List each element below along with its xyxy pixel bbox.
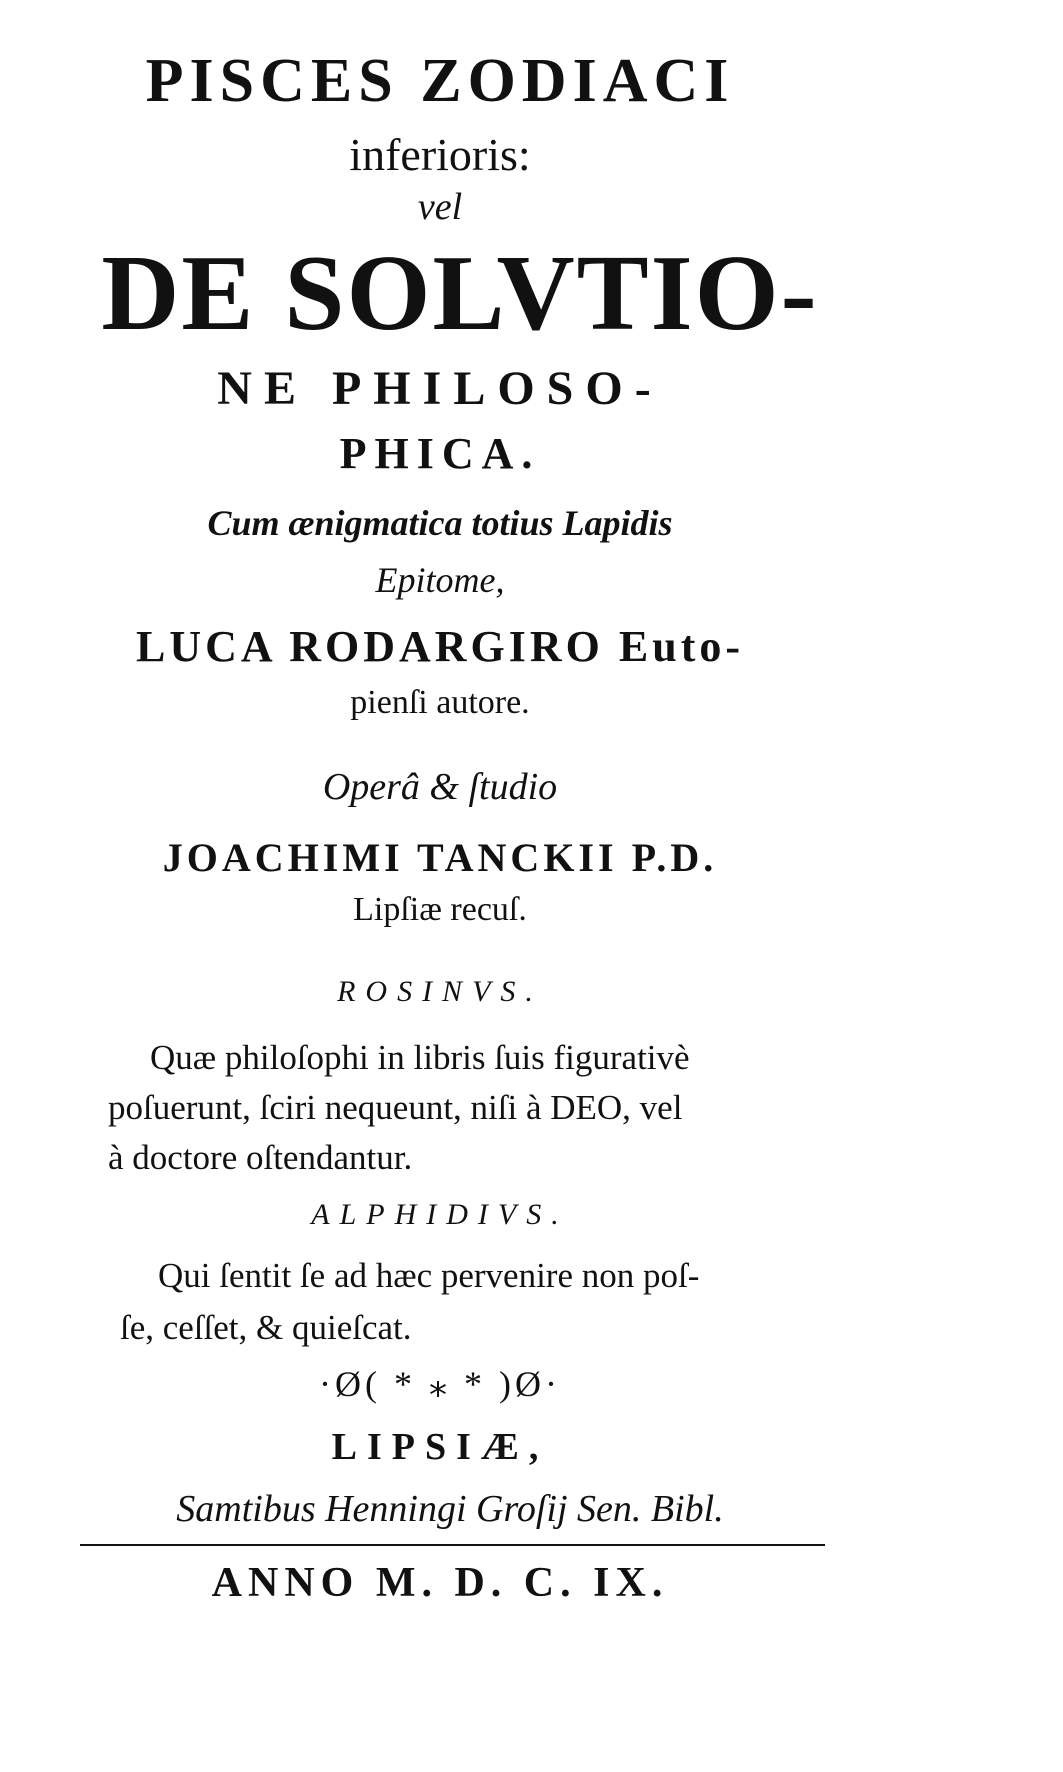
editor-name: JOACHIMI TANCKII P.D. (162, 835, 718, 880)
author-line-2: pienſi autore. (350, 684, 530, 721)
divider-rule (80, 1544, 825, 1546)
title-line-3: vel (417, 186, 463, 228)
title-line-1: PISCES ZODIACI (145, 47, 735, 115)
quote-2-line-1: Qui ſentit ſe ad hæc pervenire non poſ- (158, 1256, 700, 1295)
ornament-icon: ·Ø( * ⁎ * )Ø· (319, 1364, 561, 1404)
subtitle-line-2: Epitome, (375, 560, 505, 600)
title-line-2: inferioris: (349, 129, 531, 180)
quote-1-line-1: Quæ philoſophi in libris ſuis figurativè (150, 1038, 690, 1077)
title-line-5: NE PHILOSO- (217, 362, 663, 415)
reprint-note: Lipſiæ recuſ. (353, 891, 527, 928)
imprint-year: ANNO M. D. C. IX. (211, 1560, 669, 1606)
title-line-6: PHICA. (339, 429, 541, 478)
imprint-city: LIPSIÆ, (331, 1426, 549, 1468)
opera-et-studio: Operâ & ſtudio (322, 766, 558, 808)
subtitle-line-1: Cum ænigmatica totius Lapidis (207, 503, 673, 543)
author-line-1: LUCA RODARGIRO Euto- (135, 622, 745, 671)
quote-2-line-2: ſe, ceſſet, & quieſcat. (120, 1308, 412, 1347)
quote-1-line-3: à doctore oſtendantur. (108, 1138, 413, 1177)
imprint-publisher: Samtibus Henningi Groſij Sen. Bibl. (176, 1488, 724, 1530)
quote-1-heading: ROSINVS. (337, 975, 543, 1008)
quote-1-line-2: poſuerunt, ſciri nequeunt, niſi à DEO, vel (108, 1088, 683, 1127)
title-line-4: DE SOLVTIO- (101, 234, 819, 353)
quote-2-heading: ALPHIDIVS. (311, 1198, 569, 1231)
